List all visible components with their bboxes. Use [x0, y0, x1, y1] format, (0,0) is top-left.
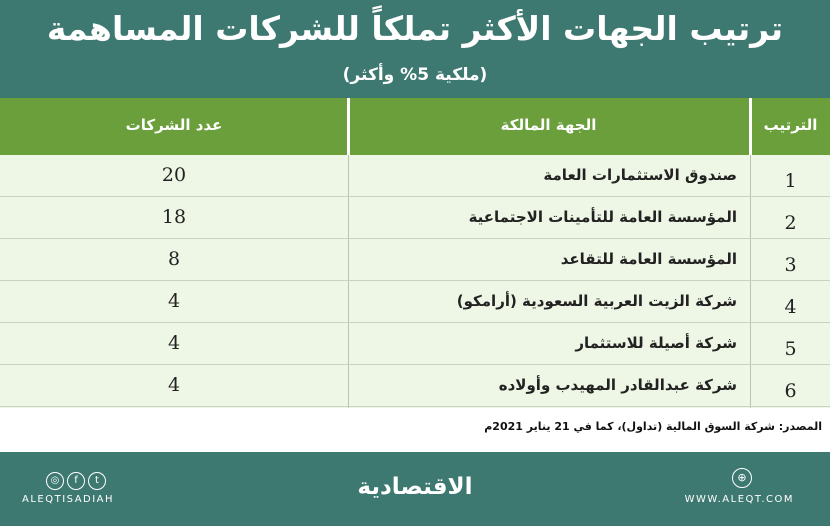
owner-cell: المؤسسة العامة للتأمينات الاجتماعية — [468, 208, 737, 226]
instagram-icon[interactable]: ◎ — [46, 472, 64, 490]
column-header-count: عدد الشركات — [125, 116, 223, 134]
rank-cell: 2 — [784, 212, 797, 234]
header-banner — [0, 0, 830, 98]
count-cell: 18 — [161, 206, 187, 228]
owner-cell: المؤسسة العامة للتقاعد — [560, 250, 737, 268]
rank-cell: 5 — [784, 338, 797, 360]
owner-cell: صندوق الاستثمارات العامة — [543, 166, 737, 184]
table-row — [0, 281, 830, 323]
table-row — [0, 239, 830, 281]
rank-cell: 4 — [784, 296, 797, 318]
source-note: المصدر: شركة السوق المالية (تداول)، كما في 21 يناير 2021م — [484, 420, 822, 433]
table-header — [0, 98, 830, 155]
page-subtitle: (ملكية 5% وأكثر) — [342, 65, 488, 85]
rank-cell: 1 — [784, 170, 797, 192]
column-header-owner: الجهة المالكة — [500, 116, 597, 134]
column-header-rank: الترتيب — [763, 116, 818, 134]
table-row — [0, 323, 830, 365]
column-divider — [749, 98, 752, 155]
count-cell: 20 — [161, 164, 187, 186]
twitter-icon[interactable]: t — [88, 472, 106, 490]
table-row — [0, 155, 830, 197]
table-body — [0, 155, 830, 408]
social-icons — [46, 468, 109, 490]
owner-cell: شركة أصيلة للاستثمار — [575, 334, 737, 352]
footer-bar — [0, 452, 830, 526]
count-cell: 4 — [167, 374, 181, 396]
table-row — [0, 197, 830, 239]
social-handle[interactable]: ALEQTISADIAH — [22, 494, 115, 505]
count-cell: 4 — [167, 290, 181, 312]
count-cell: 4 — [167, 332, 181, 354]
website-link[interactable]: WWW.ALEQT.COM — [684, 494, 794, 505]
table-row — [0, 365, 830, 407]
rank-cell: 6 — [784, 380, 797, 402]
page-title: ترتيب الجهات الأكثر تملكاً للشركات المساهمة — [46, 9, 784, 48]
owner-cell: شركة الزيت العربية السعودية (أرامكو) — [456, 292, 737, 310]
facebook-icon[interactable]: f — [67, 472, 85, 490]
rank-cell: 3 — [784, 254, 797, 276]
brand-logo: الاقتصادية — [357, 474, 473, 500]
count-cell: 8 — [167, 248, 181, 270]
owner-cell: شركة عبدالقادر المهيدب وأولاده — [498, 376, 737, 394]
website-icon[interactable]: ⊕ — [732, 468, 752, 488]
